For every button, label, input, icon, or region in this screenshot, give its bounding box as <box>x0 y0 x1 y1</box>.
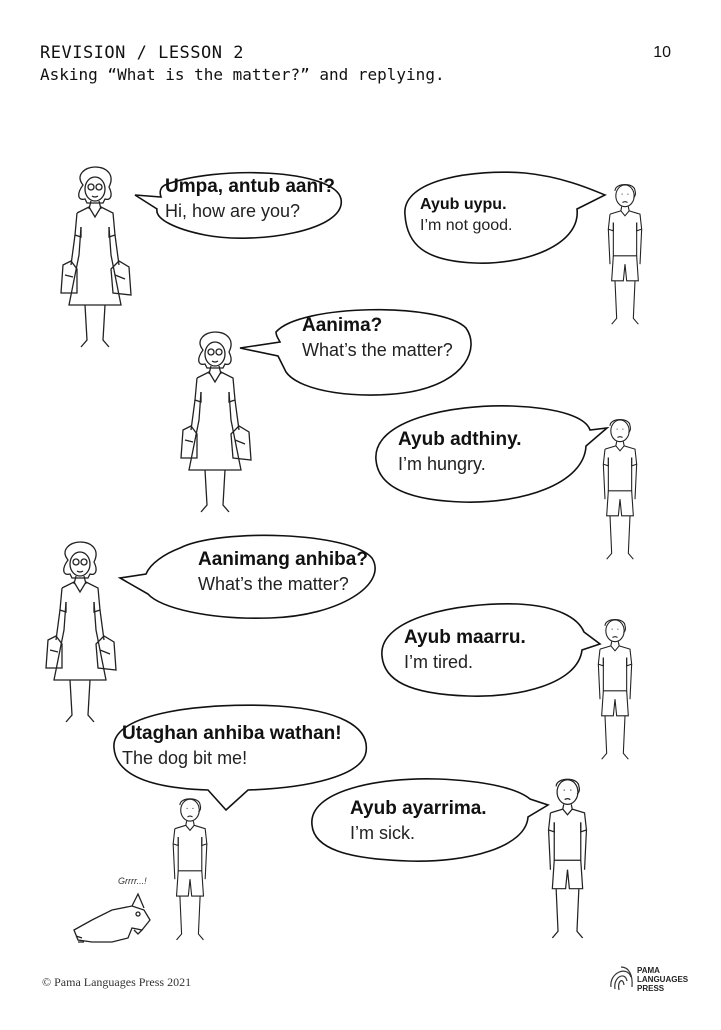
bubble-5-lang: Aanimang anhiba? <box>198 549 368 570</box>
page-number: 10 <box>653 44 671 61</box>
lesson-subtitle: Asking “What is the matter?” and replying. <box>40 65 445 84</box>
fingerprint-icon <box>607 963 635 993</box>
woman-figure <box>55 165 135 365</box>
bubble-6-english: I’m tired. <box>404 652 474 672</box>
speech-bubble-2 <box>395 165 605 265</box>
speech-bubble-8 <box>308 775 548 865</box>
logo-line-2: LANGUAGES <box>637 975 689 984</box>
dog-sound-text: Grrrr...! <box>118 876 147 886</box>
bubble-8-lang: Ayub ayarrima. <box>350 798 487 819</box>
speech-bubble-5 <box>120 528 380 623</box>
bubble-7-lang: Utaghan anhiba wathan! <box>122 723 342 744</box>
publisher-logo <box>607 963 687 997</box>
bubble-1-english: Hi, how are you? <box>165 201 301 221</box>
bubble-4-english: I’m hungry. <box>398 454 486 474</box>
bubble-3-english: What’s the matter? <box>302 340 453 360</box>
bubble-2-english: I’m not good. <box>420 217 513 234</box>
bubble-2-lang: Ayub uypu. <box>420 196 507 213</box>
speech-bubble-6 <box>378 600 600 700</box>
bubble-5-english: What’s the matter? <box>198 574 349 594</box>
speech-bubble-1 <box>135 165 350 245</box>
dog-drawing <box>72 890 162 950</box>
bubble-6-lang: Ayub maarru. <box>404 627 526 648</box>
bubble-7-english: The dog bit me! <box>122 748 248 768</box>
bubble-3-lang: Aanima? <box>302 315 383 336</box>
speech-bubble-3 <box>240 298 475 398</box>
bubble-1-lang: Umpa, antub aani? <box>165 176 335 197</box>
boy-figure <box>600 175 650 345</box>
copyright-notice: © Pama Languages Press 2021 <box>42 975 192 989</box>
logo-line-1: PAMA <box>637 966 660 975</box>
lesson-title: REVISION / LESSON 2 <box>40 43 244 63</box>
bubble-4-lang: Ayub adthiny. <box>398 429 522 450</box>
bubble-8-english: I’m sick. <box>350 823 415 843</box>
crying-boy-figure <box>160 795 220 955</box>
speech-bubble-4 <box>372 400 607 505</box>
page-header <box>40 42 445 86</box>
logo-line-3: PRESS <box>637 984 665 993</box>
